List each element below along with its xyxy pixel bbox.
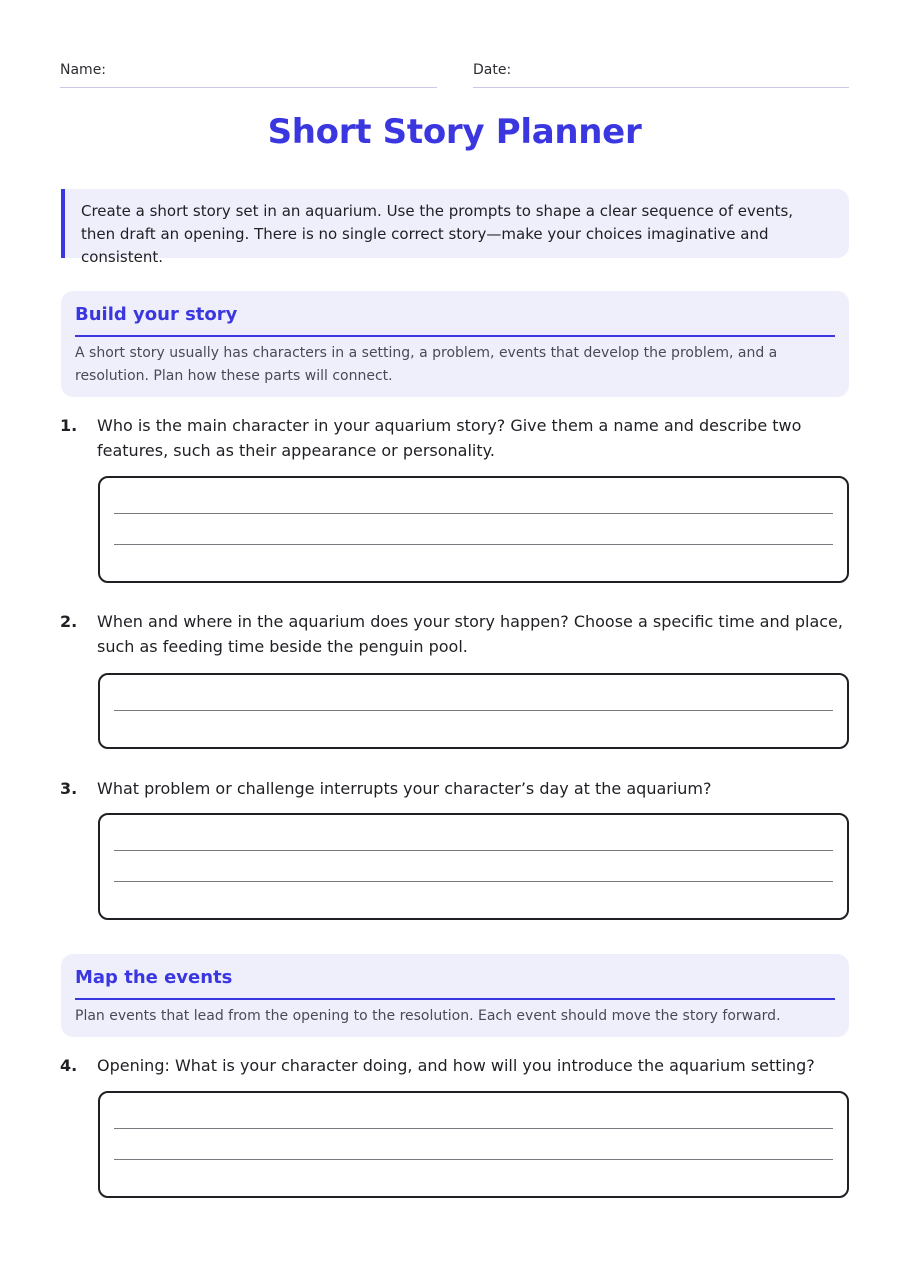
writing-line <box>114 1159 833 1160</box>
name-field[interactable] <box>60 60 437 88</box>
answer-box-4[interactable] <box>98 1091 849 1198</box>
name-date-row <box>60 60 849 88</box>
answer-box-1[interactable] <box>98 476 849 583</box>
date-label: Date: <box>473 62 512 78</box>
answer-box-2[interactable] <box>98 673 849 749</box>
section-build-your-story <box>61 291 849 397</box>
answer-box-3[interactable] <box>98 813 849 920</box>
name-label: Name: <box>60 62 107 78</box>
writing-line <box>114 544 833 545</box>
writing-line <box>114 710 833 711</box>
question-3 <box>60 776 850 801</box>
writing-line <box>114 513 833 514</box>
intro-callout: Create a short story set in an aquarium. Use the prompts to shape a clear sequence of events, then draft an opening. There is no single correct story—make your choices imaginative and consistent. <box>61 189 849 258</box>
date-field[interactable] <box>473 60 849 88</box>
question-text: Opening: What is your character doing, and how will you introduce the aquarium setting? <box>97 1056 815 1075</box>
question-text: What problem or challenge interrupts your character’s day at the aquarium? <box>97 779 712 798</box>
section-description: Plan events that lead from the opening to the resolution. Each event should move the story forward. <box>75 1008 781 1024</box>
section-heading: Map the events <box>75 966 835 1000</box>
question-text: Who is the main character in your aquarium story? Give them a name and describe two features, such as their appearance or personality. <box>97 416 802 460</box>
question-number: 3. <box>60 779 78 798</box>
writing-line <box>114 881 833 882</box>
section-description: A short story usually has characters in a setting, a problem, events that develop the problem, and a resolution. Plan how these parts will connect. <box>75 345 778 384</box>
section-map-the-events <box>61 954 849 1037</box>
section-heading: Build your story <box>75 303 835 337</box>
question-number: 2. <box>60 612 78 631</box>
question-number: 4. <box>60 1056 78 1075</box>
writing-line <box>114 1128 833 1129</box>
question-4 <box>60 1053 850 1078</box>
question-2 <box>60 609 850 659</box>
question-1 <box>60 413 850 463</box>
writing-line <box>114 850 833 851</box>
question-number: 1. <box>60 416 78 435</box>
page-title: Short Story Planner <box>267 112 642 152</box>
question-text: When and where in the aquarium does your story happen? Choose a specific time and place, such as feeding time beside the penguin pool. <box>97 612 843 656</box>
